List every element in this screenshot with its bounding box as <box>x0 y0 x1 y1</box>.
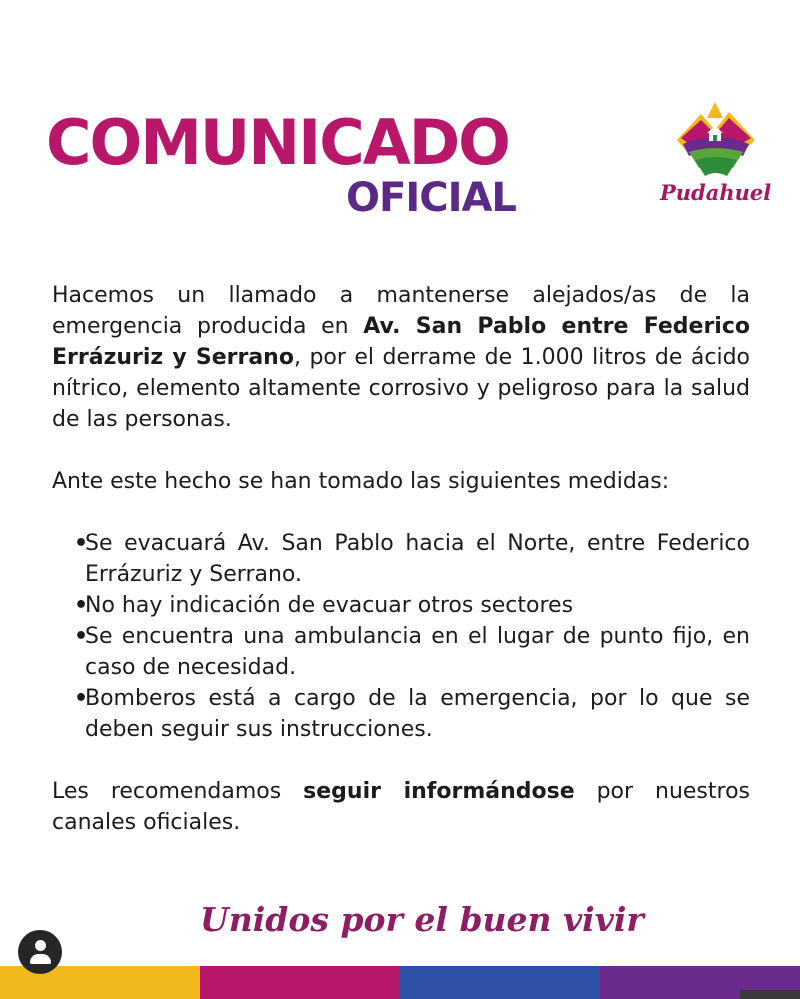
bullet-icon: • <box>74 686 89 711</box>
measures-list <box>52 528 750 745</box>
list-item: • No hay indicación de evacuar otros sectores <box>52 590 750 621</box>
list-item: • Se encuentra una ambulancia en el lugar de punto fijo, en caso de necesidad. <box>52 621 750 683</box>
intro-text: Hacemos un llamado a mantenerse alejados/as de la emergencia producida en <box>52 283 750 339</box>
stripe-blue <box>400 966 600 999</box>
pudahuel-logo-icon <box>671 100 759 178</box>
bullet-icon: • <box>74 531 89 556</box>
bullet-icon: • <box>74 593 89 618</box>
paragraph-closing <box>52 776 750 838</box>
stripe-magenta <box>200 966 400 999</box>
closing-text-rest: por nuestros canales oficiales. <box>52 779 750 835</box>
list-item: • Se evacuará Av. San Pablo hacia el Norte, entre Federico Errázuriz y Serrano. <box>52 528 750 590</box>
paragraph-measures-intro: Ante este hecho se han tomado las siguientes medidas: <box>52 469 670 494</box>
intro-location: Av. San Pablo entre Federico Errázuriz y Serrano <box>52 314 750 370</box>
page-title: COMUNICADO <box>46 106 509 179</box>
logo-wordmark: Pudahuel <box>660 180 772 205</box>
page-subtitle: OFICIAL <box>346 175 516 221</box>
paragraph-intro <box>52 280 750 435</box>
pudahuel-logo <box>660 100 770 215</box>
corner-overlay <box>740 990 800 999</box>
intro-text-rest: , por el derrame de 1.000 litros de ácido nítrico, elemento altamente corrosivo y peligroso para la salud de las personas. <box>52 345 751 432</box>
announcement-body <box>52 280 750 838</box>
closing-emphasis: seguir informándose <box>303 779 575 804</box>
footer-color-stripes <box>0 966 800 999</box>
user-avatar-icon[interactable] <box>18 930 62 974</box>
list-item: • Bomberos está a cargo de la emergencia, por lo que se deben seguir sus instrucciones. <box>52 683 750 745</box>
closing-text: Les recomendamos <box>52 779 304 804</box>
footer-slogan: Unidos por el buen vivir <box>200 900 644 939</box>
bullet-icon: • <box>74 624 89 649</box>
